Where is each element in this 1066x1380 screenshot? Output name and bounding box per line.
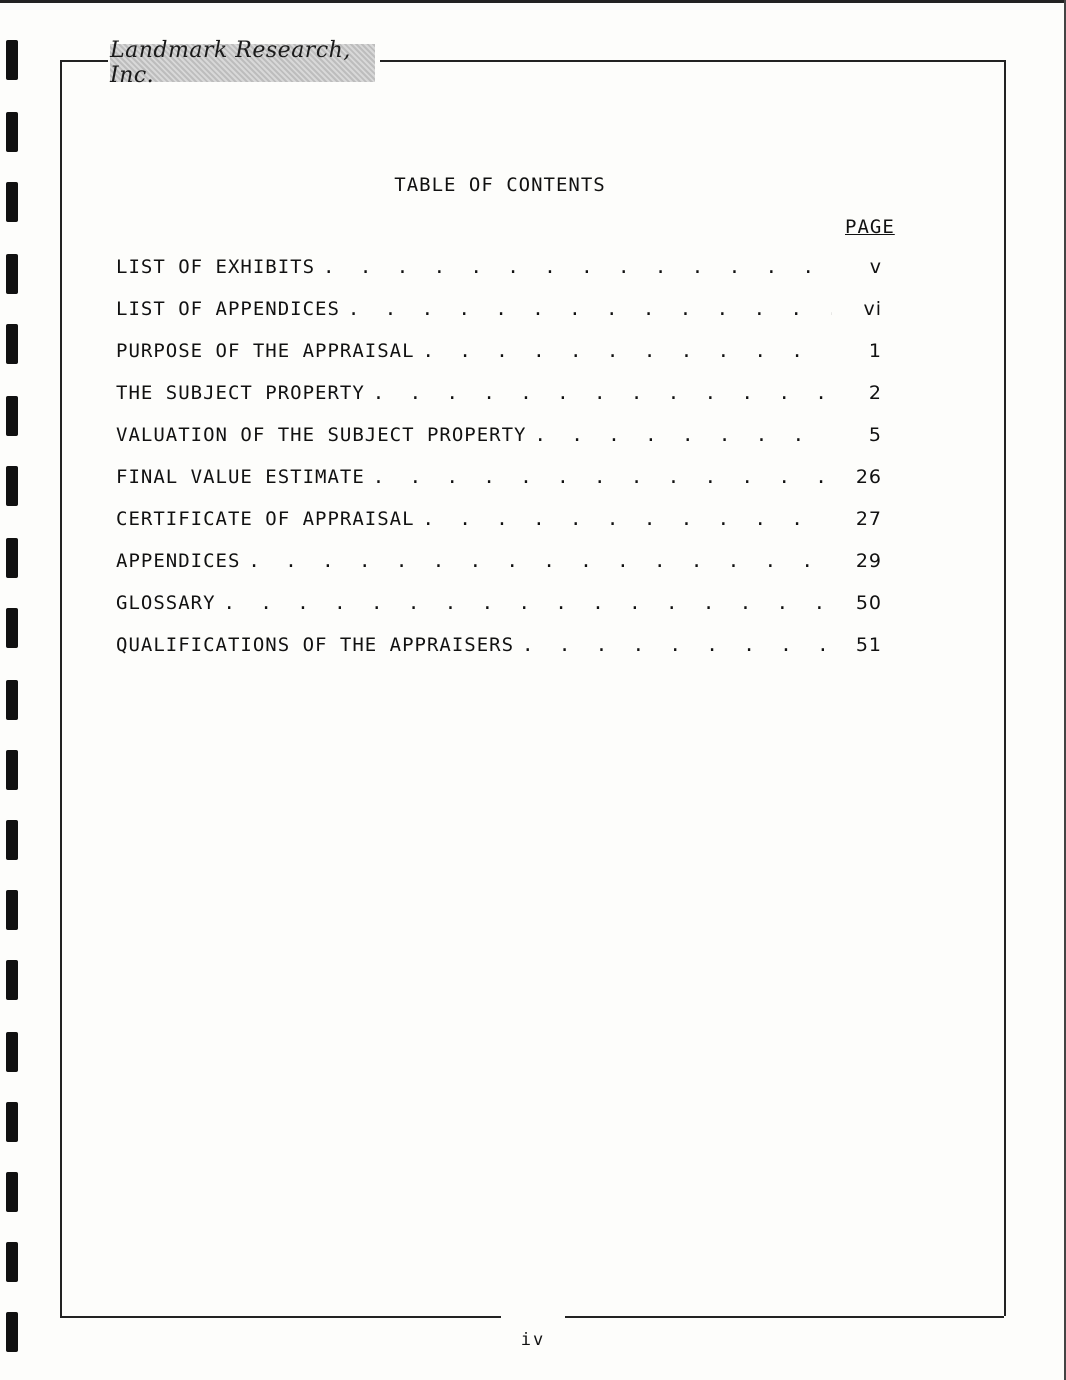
toc-entry-page: vi [863, 298, 882, 320]
toc-entry-label: LIST OF APPENDICES [116, 298, 340, 320]
toc-entry-page: 50 [855, 592, 882, 614]
dot-leader [423, 508, 832, 530]
toc-entry-label: APPENDICES [116, 550, 241, 572]
toc-entry [116, 634, 906, 676]
toc-entry-label: FINAL VALUE ESTIMATE [116, 466, 365, 488]
binding-hole [6, 750, 18, 790]
binding-hole [6, 608, 18, 648]
binding-hole [6, 1102, 18, 1142]
toc-entry-page: 5 [868, 424, 882, 446]
frame-top-rule-right [380, 60, 1004, 62]
binding-hole [6, 538, 18, 578]
toc-entry-page: 51 [855, 634, 882, 656]
frame-top-rule-left [60, 60, 108, 62]
frame-bottom-rule-right [565, 1316, 1004, 1318]
binding-hole [6, 466, 18, 506]
toc-list [116, 256, 906, 676]
dot-leader [248, 550, 832, 572]
toc-entry-page: 27 [855, 508, 882, 530]
toc-entry-label: LIST OF EXHIBITS [116, 256, 316, 278]
binding-hole [6, 112, 18, 152]
dot-leader [522, 634, 832, 656]
toc-entry [116, 550, 906, 592]
binding-hole [6, 396, 18, 436]
toc-entry [116, 508, 906, 550]
binding-hole [6, 820, 18, 860]
binding-hole [6, 1032, 18, 1072]
toc-entry-page: 26 [855, 466, 882, 488]
binding-hole [6, 1172, 18, 1212]
binding-hole [6, 960, 18, 1000]
dot-leader [373, 382, 832, 404]
toc-entry [116, 340, 906, 382]
scan-edge-top [0, 0, 1066, 3]
binding-hole [6, 680, 18, 720]
toc-entry-page: v [869, 256, 882, 278]
toc-entry-label: CERTIFICATE OF APPRAISAL [116, 508, 415, 530]
binding-hole [6, 890, 18, 930]
toc-entry-label: QUALIFICATIONS OF THE APPRAISERS [116, 634, 515, 656]
page-number: iv [520, 1330, 546, 1350]
frame-bottom-rule-left [60, 1316, 501, 1318]
dot-leader [224, 592, 832, 614]
binding-holes [6, 0, 24, 1380]
company-logo: Landmark Research, Inc. [110, 44, 375, 82]
toc-entry-label: THE SUBJECT PROPERTY [116, 382, 365, 404]
dot-leader [535, 424, 833, 446]
toc-entry-page: 1 [868, 340, 882, 362]
toc-entry [116, 256, 906, 298]
toc-entry [116, 298, 906, 340]
toc-entry [116, 382, 906, 424]
dot-leader [373, 466, 832, 488]
toc-entry-label: PURPOSE OF THE APPRAISAL [116, 340, 415, 362]
dot-leader [423, 340, 832, 362]
toc-entry-label: VALUATION OF THE SUBJECT PROPERTY [116, 424, 527, 446]
toc-entry-label: GLOSSARY [116, 592, 216, 614]
binding-hole [6, 40, 18, 80]
binding-hole [6, 254, 18, 294]
toc-entry-page: 29 [855, 550, 882, 572]
page-column-header: PAGE [845, 216, 895, 238]
toc-entry-page: 2 [868, 382, 882, 404]
toc-title: TABLE OF CONTENTS [394, 174, 606, 196]
binding-hole [6, 1242, 18, 1282]
binding-hole [6, 324, 18, 364]
toc-entry [116, 424, 906, 466]
toc-entry [116, 466, 906, 508]
toc-entry [116, 592, 906, 634]
dot-leader [323, 256, 832, 278]
page-border-frame [60, 60, 1006, 1316]
dot-leader [348, 298, 832, 320]
